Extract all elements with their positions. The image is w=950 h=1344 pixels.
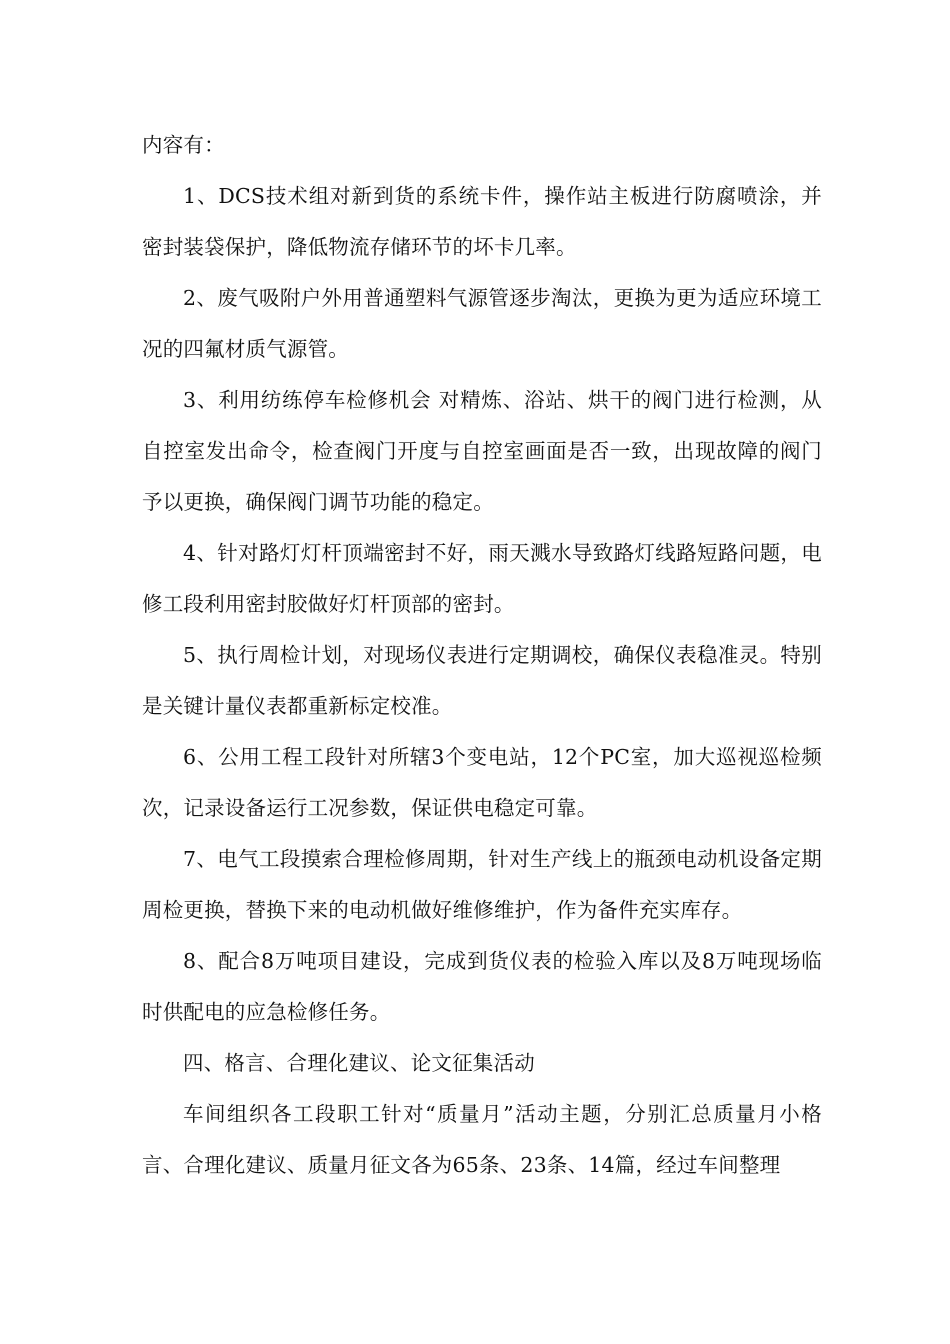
document-body	[142, 120, 822, 1191]
paragraph-item-1: 1、DCS技术组对新到货的系统卡件，操作站主板进行防腐喷涂，并密封装袋保护，降低物流存储环节的坏卡几率。	[142, 184, 822, 259]
intro-line: 内容有：	[142, 133, 225, 157]
paragraph-item-4: 4、针对路灯灯杆顶端密封不好，雨天溅水导致路灯线路短路问题，电修工段利用密封胶做好灯杆顶部的密封。	[142, 541, 822, 616]
paragraph-item-8: 8、配合8万吨项目建设，完成到货仪表的检验入库以及8万吨现场临时供配电的应急检修任务。	[142, 949, 822, 1024]
paragraph-item-7: 7、电气工段摸索合理检修周期，针对生产线上的瓶颈电动机设备定期周检更换，替换下来的电动机做好维修维护，作为备件充实库存。	[142, 847, 822, 922]
paragraph-item-5: 5、执行周检计划，对现场仪表进行定期调校，确保仪表稳准灵。特别是关键计量仪表都重新标定校准。	[142, 643, 822, 718]
section-heading-4: 四、格言、合理化建议、论文征集活动	[183, 1051, 535, 1075]
section-4-paragraph: 车间组织各工段职工针对“质量月”活动主题，分别汇总质量月小格言、合理化建议、质量月征文各为65条、23条、14篇，经过车间整理	[142, 1102, 822, 1177]
paragraph-item-2: 2、废气吸附户外用普通塑料气源管逐步淘汰，更换为更为适应环境工况的四氟材质气源管。	[142, 286, 822, 361]
paragraph-item-3: 3、利用纺练停车检修机会 对精炼、浴站、烘干的阀门进行检测，从自控室发出命令，检查阀门开度与自控室画面是否一致，出现故障的阀门予以更换，确保阀门调节功能的稳定。	[142, 388, 822, 514]
paragraph-item-6: 6、公用工程工段针对所辖3个变电站，12个PC室，加大巡视巡检频次，记录设备运行工况参数，保证供电稳定可靠。	[142, 745, 822, 820]
